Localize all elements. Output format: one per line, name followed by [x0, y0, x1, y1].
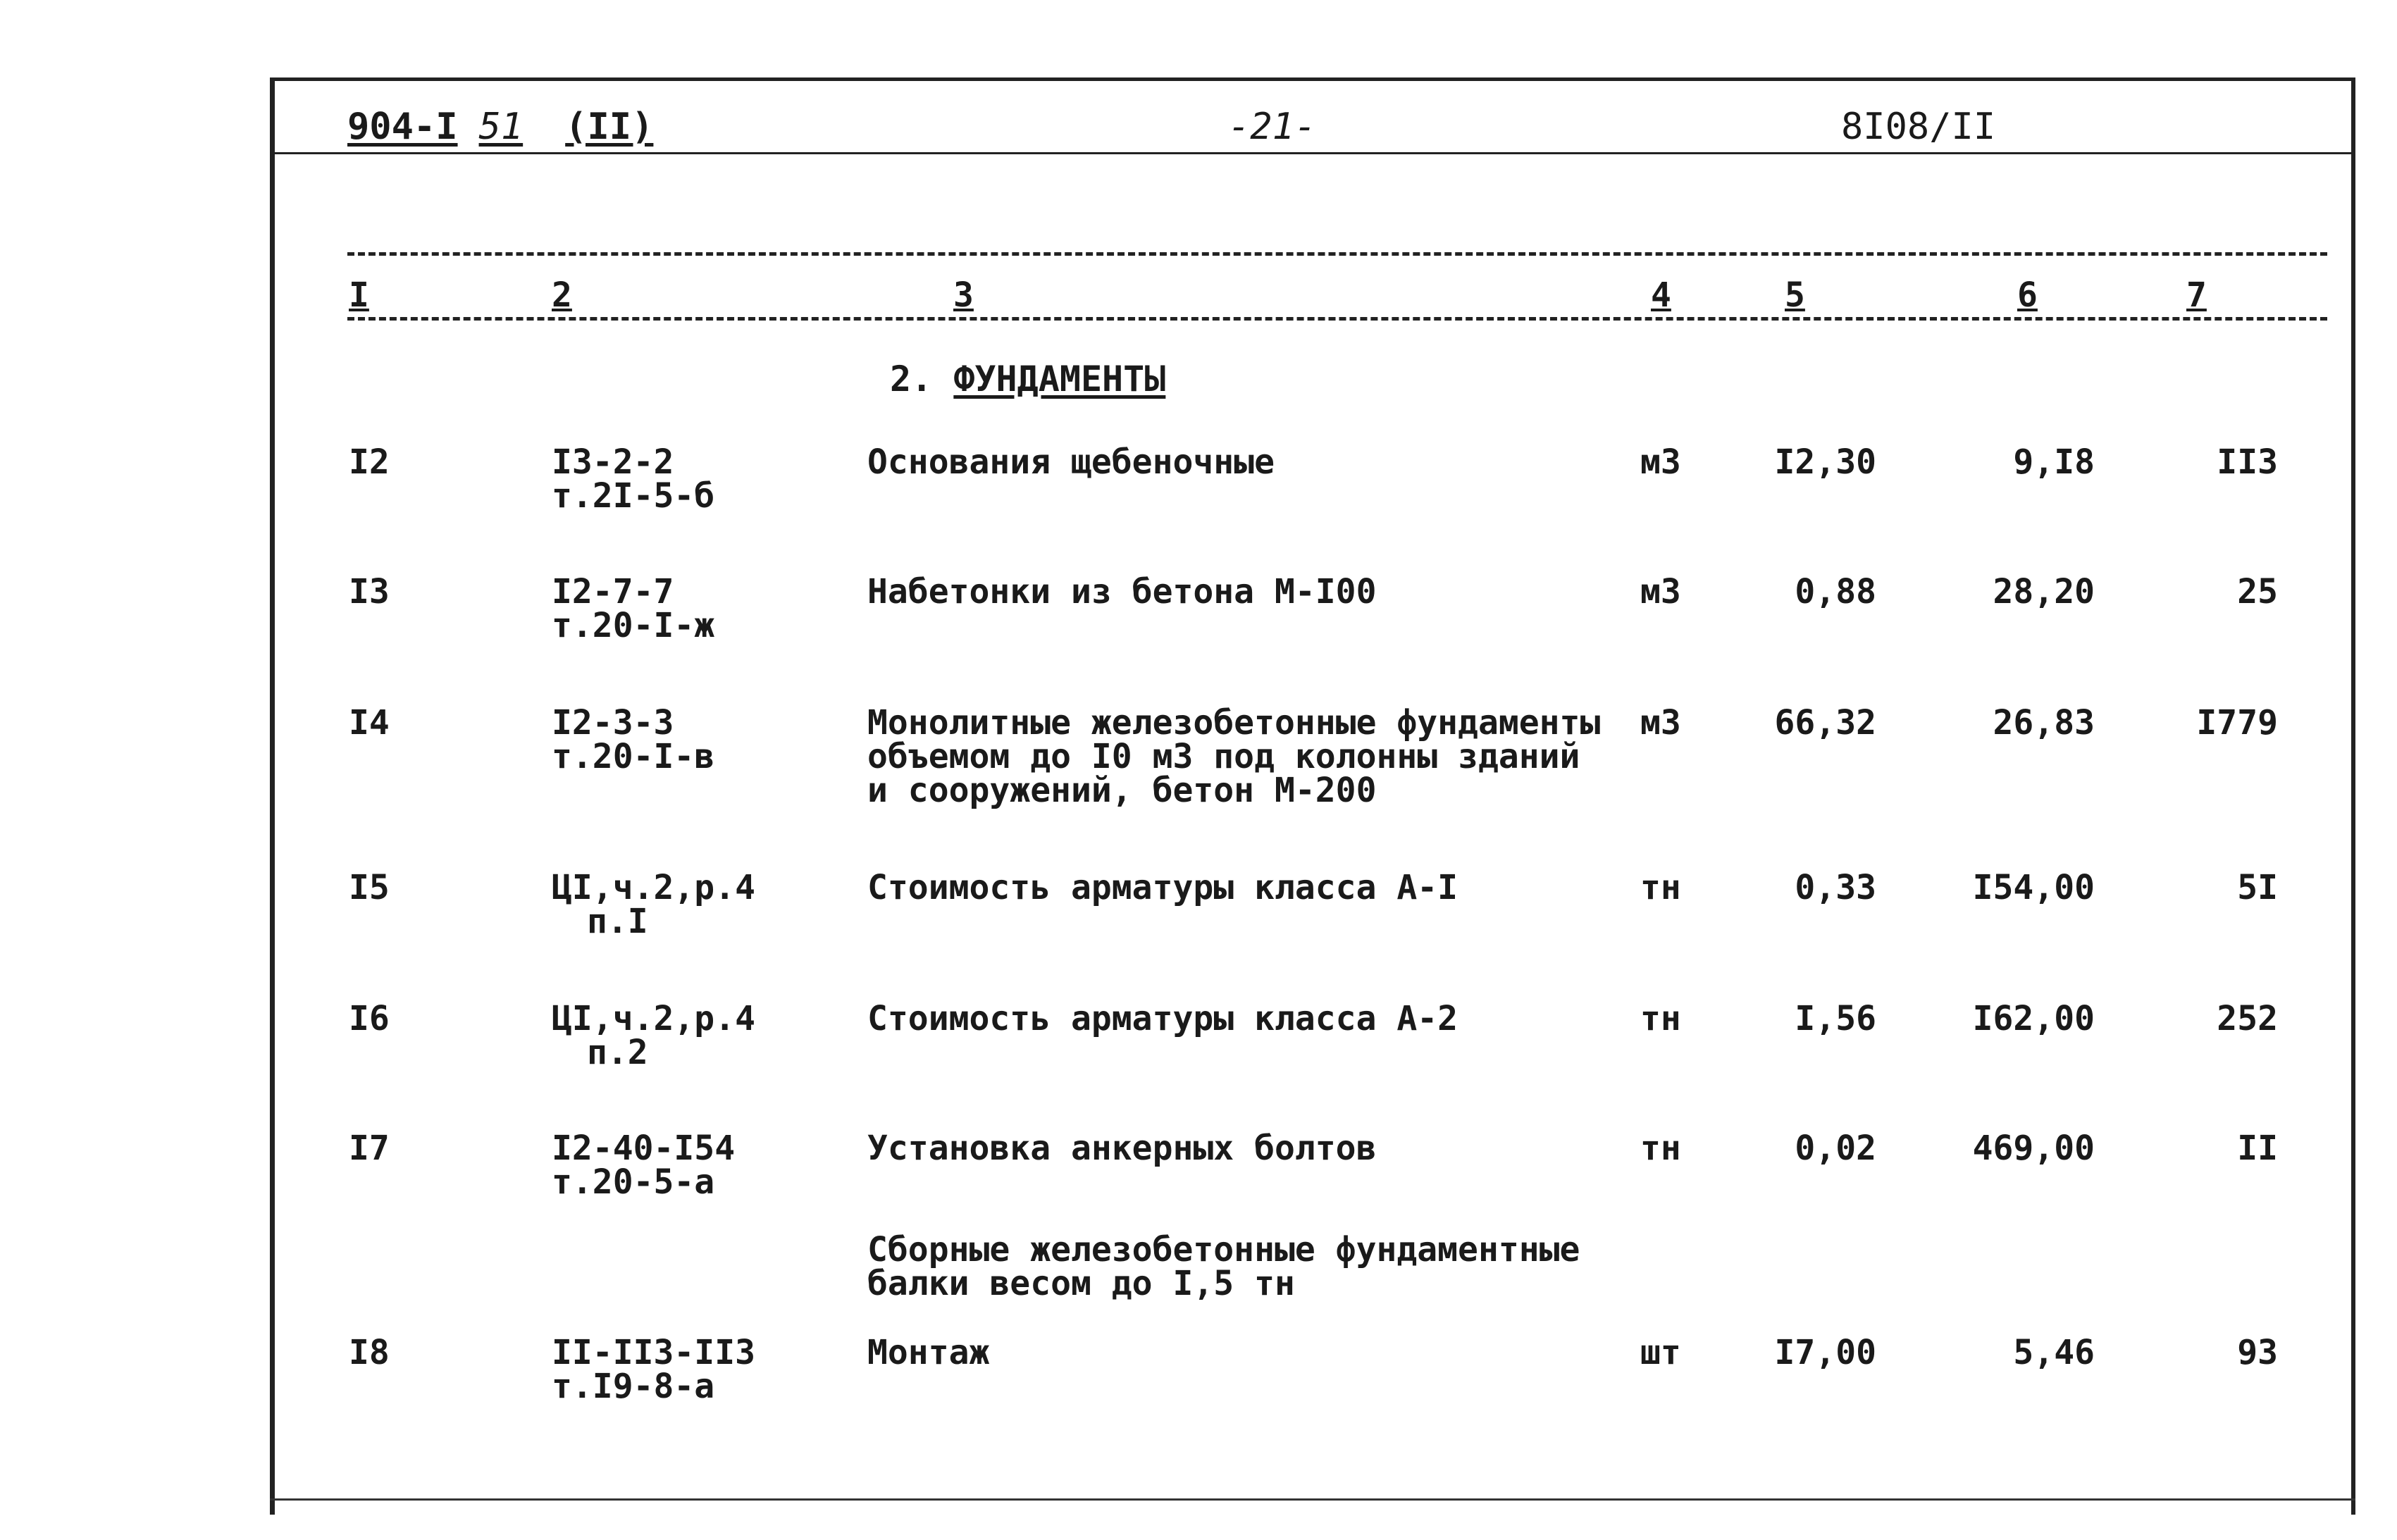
document-code — [347, 106, 653, 148]
row-quantity: I7,00 — [1774, 1333, 1876, 1372]
row-code-line: т.20-I-в — [552, 737, 715, 776]
section-number: 2. — [890, 359, 933, 399]
dashed-rule-top — [347, 252, 2327, 256]
row-quantity: 0,02 — [1795, 1129, 1876, 1168]
group-heading-line: балки весом до I,5 тн — [867, 1264, 1295, 1303]
row-unit-price: I54,00 — [1972, 868, 2095, 907]
row-unit-price: I62,00 — [1972, 999, 2095, 1038]
column-number-1: I — [349, 275, 369, 315]
row-code — [552, 572, 715, 645]
row-number: I2 — [349, 442, 390, 482]
row-unit-price: 5,46 — [2013, 1333, 2095, 1372]
row-unit: тн — [1640, 868, 1681, 907]
row-unit: м3 — [1640, 442, 1681, 482]
row-description — [867, 999, 1458, 1038]
row-quantity: I,56 — [1795, 999, 1876, 1038]
row-code — [552, 703, 715, 776]
row-code-line: I2-3-3 — [552, 703, 674, 743]
row-unit: м3 — [1640, 703, 1681, 743]
row-description — [867, 868, 1458, 907]
row-unit: шт — [1640, 1333, 1681, 1372]
row-total: 252 — [2217, 999, 2278, 1038]
row-code-line: ЦI,ч.2,р.4 — [552, 999, 755, 1038]
document-code-handwritten: 51 — [478, 106, 524, 148]
row-description-line: Набетонки из бетона М-I00 — [867, 572, 1377, 611]
row-code — [552, 999, 755, 1072]
row-total: 5I — [2237, 868, 2278, 907]
row-description-line: Стоимость арматуры класса А-I — [867, 868, 1458, 907]
row-quantity: I2,30 — [1774, 442, 1876, 482]
row-quantity: 0,88 — [1795, 572, 1876, 611]
row-description-line: Стоимость арматуры класса А-2 — [867, 999, 1458, 1038]
column-number-7: 7 — [2186, 275, 2207, 315]
row-code-line: т.20-5-а — [552, 1162, 715, 1202]
row-code-line: т.2I-5-б — [552, 476, 715, 516]
row-quantity: 66,32 — [1774, 703, 1876, 743]
row-total: II3 — [2217, 442, 2278, 482]
row-number: I8 — [349, 1333, 390, 1372]
document-frame — [270, 77, 2355, 1515]
row-code — [552, 1129, 736, 1202]
row-description-line: и сооружений, бетон М-200 — [867, 771, 1377, 810]
row-unit-price: 28,20 — [1993, 572, 2095, 611]
row-total: 93 — [2237, 1333, 2278, 1372]
row-number: I6 — [349, 999, 390, 1038]
document-part: (II) — [565, 106, 654, 148]
frame-top-line — [270, 77, 2355, 81]
row-unit-price: 469,00 — [1972, 1129, 2095, 1168]
column-number-2: 2 — [552, 275, 572, 315]
column-number-6: 6 — [2017, 275, 2038, 315]
frame-left-line — [270, 77, 275, 1515]
row-total: I779 — [2196, 703, 2278, 743]
section-title: ФУНДАМЕНТЫ — [953, 359, 1166, 399]
doc-number: 8I08/II — [1841, 106, 1996, 148]
dashed-rule-bottom — [347, 317, 2327, 321]
row-code — [552, 442, 715, 516]
row-description-line: Установка анкерных болтов — [867, 1129, 1377, 1168]
row-code-line: ЦI,ч.2,р.4 — [552, 868, 755, 907]
group-heading-text — [867, 1230, 1580, 1303]
row-description-line: Основания щебеночные — [867, 442, 1275, 482]
row-description: Монтаж — [867, 1333, 990, 1372]
row-code-line: I2-40-I54 — [552, 1129, 736, 1168]
row-description-line: объемом до I0 м3 под колонны зданий — [867, 737, 1580, 776]
row-unit: тн — [1640, 999, 1681, 1038]
row-number: I5 — [349, 868, 390, 907]
row-number: I7 — [349, 1129, 390, 1168]
row-code-line: т.I9-8-а — [552, 1367, 715, 1406]
column-number-4: 4 — [1651, 275, 1671, 315]
column-number-3: 3 — [953, 275, 974, 315]
row-unit-price: 26,83 — [1993, 703, 2095, 743]
row-code-line: II-II3-II3 — [552, 1333, 755, 1372]
row-unit: м3 — [1640, 572, 1681, 611]
row-total: II — [2237, 1129, 2278, 1168]
row-number: I3 — [349, 572, 390, 611]
row-code-line: т.20-I-ж — [552, 606, 715, 645]
row-unit: тн — [1640, 1129, 1681, 1168]
column-number-5: 5 — [1785, 275, 1805, 315]
row-unit-price: 9,I8 — [2013, 442, 2095, 482]
row-code-line: I3-2-2 — [552, 442, 674, 482]
page-number: -21- — [1228, 106, 1317, 148]
group-heading-line: Сборные железобетонные фундаментные — [867, 1230, 1580, 1269]
frame-bottom-line — [270, 1498, 2355, 1501]
row-description — [867, 442, 1275, 482]
row-code — [552, 868, 755, 941]
row-description-line: Монолитные железобетонные фундаменты — [867, 703, 1601, 743]
row-total: 25 — [2237, 572, 2278, 611]
header-rule — [270, 152, 2355, 154]
document-code-number: 904-I — [347, 106, 458, 148]
row-code-line: п.I — [587, 902, 648, 941]
row-description — [867, 572, 1377, 611]
row-code — [552, 1333, 755, 1406]
row-quantity: 0,33 — [1795, 868, 1876, 907]
row-description — [867, 703, 1601, 810]
row-description — [867, 1129, 1377, 1168]
row-number: I4 — [349, 703, 390, 743]
row-code-line: I2-7-7 — [552, 572, 674, 611]
section-heading — [890, 358, 1165, 400]
frame-right-line — [2351, 77, 2355, 1515]
row-code-line: п.2 — [587, 1033, 648, 1072]
